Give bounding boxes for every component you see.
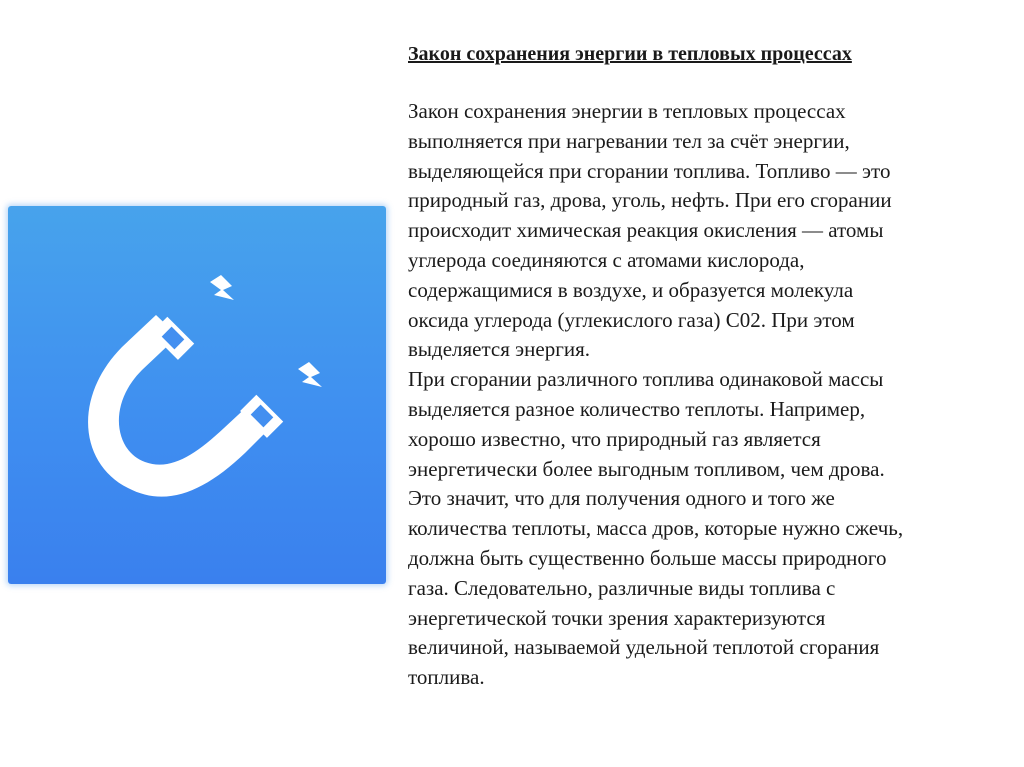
- paragraph-line: Закон сохранения энергии в тепловых процессах: [408, 99, 846, 123]
- paragraph-line: выделяющейся при сгорании топлива. Топливо — это: [408, 158, 891, 183]
- paragraph-line: происходит химическая реакция окисления — атомы: [408, 218, 884, 243]
- magnet-icon: [8, 206, 386, 584]
- slide-paragraph: [408, 97, 1014, 693]
- paragraph-line: газа. Следовательно, различные виды топлива с: [408, 575, 836, 600]
- paragraph-line: При сгорании различного топлива одинаковой массы: [408, 367, 884, 392]
- paragraph-line: углерода соединяются с атомами кислорода,: [408, 247, 805, 272]
- spark-icon-bottom: [298, 362, 322, 387]
- title-spacer: [408, 68, 1014, 97]
- paragraph-line: энергетической точки зрения характеризуются: [408, 605, 826, 630]
- paragraph-line: должна быть существенно больше массы природного: [408, 545, 887, 570]
- slide-title: Закон сохранения энергии в тепловых процессах: [408, 43, 852, 65]
- paragraph-line: оксида углерода (углекислого газа) С02. При этом: [408, 307, 855, 332]
- paragraph-line: количества теплоты, масса дров, которые нужно сжечь,: [408, 516, 904, 541]
- paragraph-line: выделяется разное количество теплоты. Например,: [408, 396, 866, 421]
- paragraph-line: энергетически более выгодным топливом, чем дрова.: [408, 456, 885, 481]
- slide-text: [408, 40, 1014, 693]
- paragraph-line: топлива.: [408, 665, 485, 690]
- paragraph-line: величиной, называемой удельной теплотой сгорания: [408, 635, 880, 660]
- paragraph-line: природный газ, дрова, уголь, нефть. При его сгорании: [408, 188, 892, 213]
- magnet-illustration: [8, 206, 386, 584]
- paragraph-line: содержащимися в воздухе, и образуется молекула: [408, 277, 854, 302]
- paragraph-line: Это значит, что для получения одного и того же: [408, 486, 835, 511]
- spark-icon-top: [210, 275, 234, 300]
- paragraph-line: выделяется энергия.: [408, 337, 590, 362]
- paragraph-line: выполняется при нагревании тел за счёт энергии,: [408, 128, 850, 153]
- paragraph-line: хорошо известно, что природный газ является: [408, 426, 821, 451]
